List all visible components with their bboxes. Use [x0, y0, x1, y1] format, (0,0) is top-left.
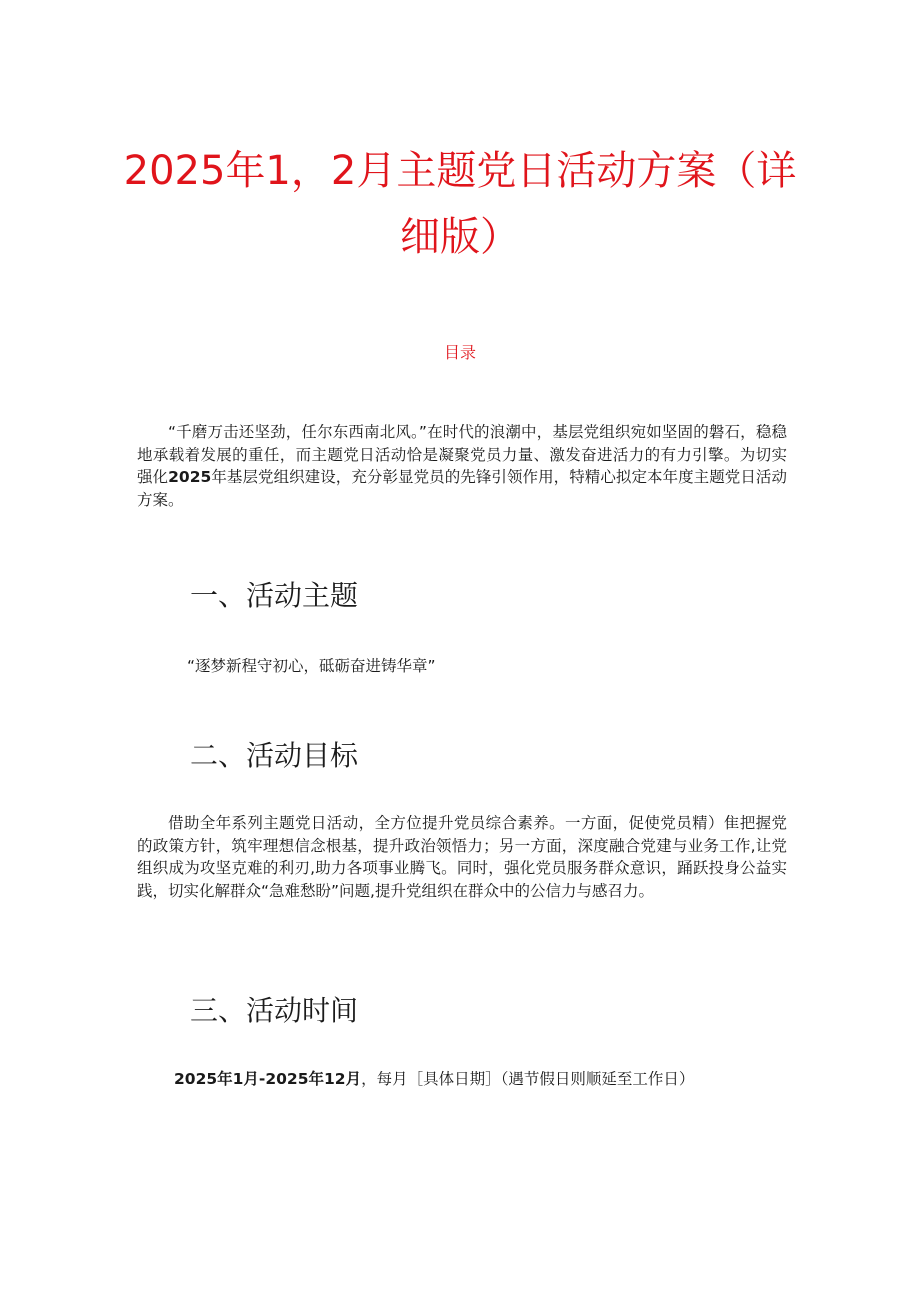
theme-slogan: “逐梦新程守初心，砥砺奋进铸华章”: [187, 657, 436, 675]
section-heading-time: 三、活动时间: [190, 994, 359, 1027]
time-range: 2025年1月-2025年12月: [174, 1070, 362, 1088]
time-line: [174, 1068, 694, 1090]
intro-text-part1: “千磨万击还坚劲，任尔东西南北风。”在时代的浪潮中，基层党组织宛如坚固的磐石，稳稳地承载着发展的重任，而主题党日活动恰是凝聚党员力量、激发奋进活力的有力引擎。为切实强化: [137, 423, 787, 486]
time-detail: ，每月［具体日期］（遇节假日则顺延至工作日）: [361, 1070, 695, 1088]
goal-paragraph: 借助全年系列主题党日活动，全方位提升党员综合素养。一方面，促使党员精）隹把握党的政策方针，筑牢理想信念根基，提升政治领悟力；另一方面，深度融合党建与业务工作,让党组织成为攻坚克难的利刃,助力各项事业腾飞。同时，强化党员服务群众意识，踊跃投身公益实践，切实化解群众“急难愁盼”问题,提升党组织在群众中的公信力与感召力。: [137, 814, 787, 900]
toc-label: 目录: [443, 343, 476, 362]
section-heading-goal: 二、活动目标: [190, 739, 359, 772]
intro-paragraph: [137, 421, 787, 511]
page-title: 2025年1，2月主题党日活动方案（详细版）: [123, 148, 797, 260]
intro-bold-year: 2025: [168, 468, 212, 486]
intro-text-part2: 年基层党组织建设，充分彰显党员的先锋引领作用，特精心拟定本年度主题党日活动方案。: [137, 468, 787, 509]
section-heading-theme: 一、活动主题: [190, 579, 359, 612]
